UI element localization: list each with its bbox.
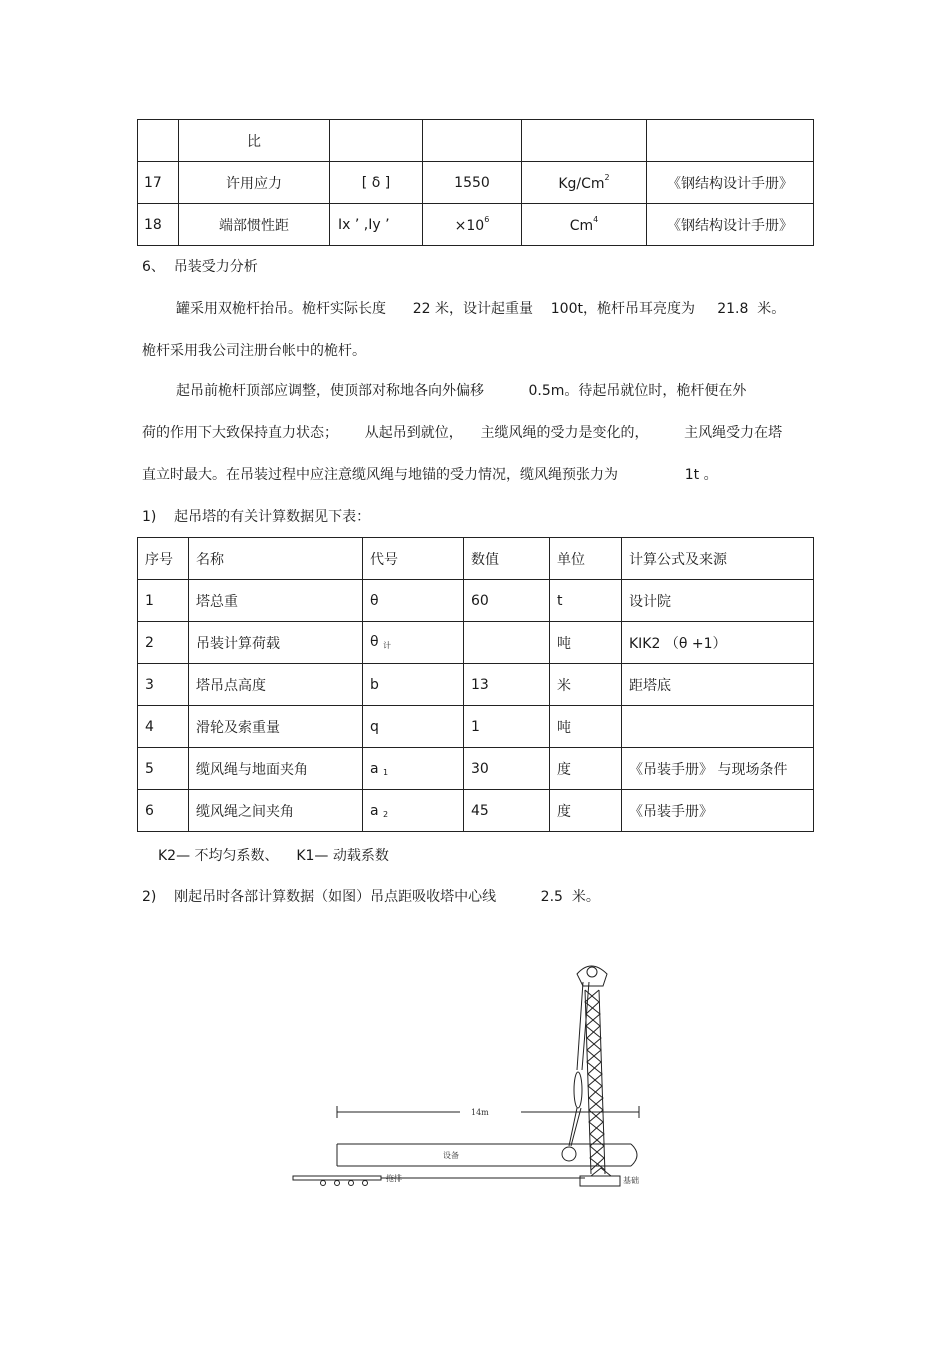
header-cell: 单位 [550,538,622,580]
cell-no: 18 [138,204,179,246]
cell-name: 许用应力 [179,162,330,204]
lifting-diagram [285,950,665,1195]
table-row [138,204,814,246]
dimension-label: 14m [471,1108,489,1117]
table-row [138,664,814,706]
unit-text: Cm [569,218,594,234]
cell-source [622,706,814,748]
cell-name: 端部惯性距 [179,204,330,246]
value-text: ×10 [454,218,485,234]
cell-unit: 吨 [550,706,622,748]
paragraph-line: 直立时最大。在吊装过程中应注意缆风绳与地锚的受力情况，缆风绳预张力为 1t 。 [142,467,718,483]
paragraph-line: 罐采用双桅杆抬吊。桅杆实际长度 22 米，设计起重量 100t，桅杆吊耳亮度为 21.8 米。 [176,301,786,317]
cell-source: 《吊装手册》 [622,790,814,832]
list-item: 1) 起吊塔的有关计算数据见下表： [142,509,371,525]
cell-unit: 度 [550,790,622,832]
cell-value: 60 [464,580,550,622]
cell-value: 13 [464,664,550,706]
header-cell: 代号 [363,538,464,580]
cell-name: 滑轮及索重量 [189,706,363,748]
cell-symbol [363,664,464,706]
cell-value [423,120,522,162]
cell-no: 6 [138,790,189,832]
table-design-params [137,119,814,246]
list-item: 2) 刚起吊时各部计算数据（如图）吊点距吸收塔中心线 2.5 米。 [142,889,600,905]
cell-unit [522,120,647,162]
cell-source: 《吊装手册》 与现场条件 [622,748,814,790]
trailer-label: 拖排 [386,1174,402,1183]
cell-name: 比 [179,120,330,162]
cell-unit [522,162,647,204]
symbol-subscript: 计 [383,641,392,650]
cell-value [464,622,550,664]
hoisting-tackle [562,982,589,1161]
cell-source: KIK2 （θ +1） [622,622,814,664]
header-cell: 数值 [464,538,550,580]
cell-unit: 米 [550,664,622,706]
cell-source: 《钢结构设计手册》 [647,204,814,246]
cell-value: 1 [464,706,550,748]
cell-symbol: Ix ’ ,Iy ’ [330,204,423,246]
symbol-text: b [370,676,379,693]
paragraph-line: 荷的作用下大致保持直力状态； 从起吊到就位， 主缆风绳的受力是变化的， 主风绳受力在塔 [142,425,783,441]
foundation [580,1168,620,1186]
cell-source: 《钢结构设计手册》 [647,162,814,204]
coefficient-note: K2— 不均匀系数、 K1— 动载系数 [158,848,389,864]
paragraph-line: 起吊前桅杆顶部应调整，使顶部对称地各向外偏移 0.5m。待起吊就位时，桅杆便在外 [176,383,747,399]
table-row [138,790,814,832]
cell-symbol [363,580,464,622]
cell-value: 30 [464,748,550,790]
paragraph-line: 桅杆采用我公司注册台帐中的桅杆。 [142,343,366,359]
cell-name: 塔吊点高度 [189,664,363,706]
trailer [293,1176,585,1186]
cell-symbol [363,748,464,790]
cell-unit: 度 [550,748,622,790]
cell-source [647,120,814,162]
table-row [138,622,814,664]
cell-name: 吊装计算荷载 [189,622,363,664]
header-cell: 计算公式及来源 [622,538,814,580]
cell-unit: 吨 [550,622,622,664]
table-row [138,706,814,748]
symbol-subscript: 2 [383,809,389,819]
cell-symbol [363,622,464,664]
unit-text: Kg/Cm [558,176,605,192]
symbol-text: θ [370,634,379,650]
unit-exponent: 4 [593,215,599,224]
table-row [138,580,814,622]
cell-source: 距塔底 [622,664,814,706]
cell-unit [522,204,647,246]
cell-symbol [330,120,423,162]
cell-no: 3 [138,664,189,706]
table-row [138,162,814,204]
header-cell: 名称 [189,538,363,580]
symbol-text: a [370,802,379,819]
cell-source: 设计院 [622,580,814,622]
cell-value: 45 [464,790,550,832]
cell-name: 缆风绳与地面夹角 [189,748,363,790]
cell-value [423,204,522,246]
table-header-row [138,538,814,580]
symbol-text: a [370,760,379,777]
header-cell: 序号 [138,538,189,580]
cell-symbol [363,706,464,748]
cell-no [138,120,179,162]
table-row [138,748,814,790]
cell-no: 5 [138,748,189,790]
cell-symbol: [ δ ] [330,162,423,204]
cell-no: 2 [138,622,189,664]
symbol-text: θ [370,592,379,609]
section-heading: 6、 吊装受力分析 [142,259,258,275]
table-row [138,120,814,162]
equipment-label: 设备 [443,1151,459,1160]
cell-name: 塔总重 [189,580,363,622]
cell-no: 4 [138,706,189,748]
cell-name: 缆风绳之间夹角 [189,790,363,832]
unit-exponent: 2 [604,173,610,182]
value-exponent: 6 [484,215,490,224]
symbol-text: q [370,718,379,735]
table-tower-calc-data [137,537,814,832]
cell-symbol [363,790,464,832]
cell-no: 17 [138,162,179,204]
symbol-subscript: 1 [383,767,389,777]
cell-unit: t [550,580,622,622]
cell-no: 1 [138,580,189,622]
cell-value: 1550 [423,162,522,204]
foundation-label: 基础 [623,1176,639,1185]
